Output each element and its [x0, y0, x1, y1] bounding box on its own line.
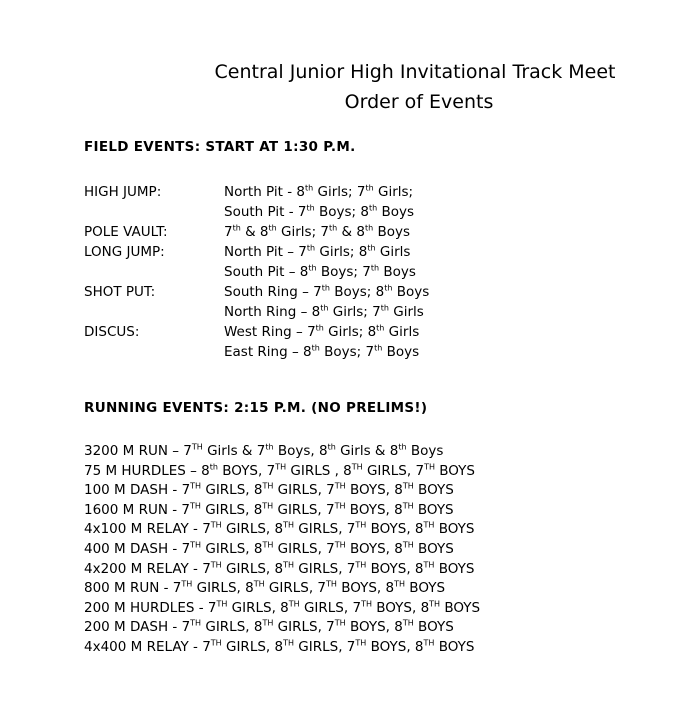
running-event-row: 800 M RUN - 7TH GIRLS, 8TH GIRLS, 7TH BOYS, 8TH BOYS	[84, 579, 446, 597]
running-events-list	[84, 442, 684, 658]
running-event-row: 100 M DASH - 7TH GIRLS, 8TH GIRLS, 7TH BOYS, 8TH BOYS	[84, 481, 454, 499]
running-event-row: 4x100 M RELAY - 7TH GIRLS, 8TH GIRLS, 7TH BOYS, 8TH BOYS	[84, 520, 475, 538]
running-event-row: 1600 M RUN - 7TH GIRLS, 8TH GIRLS, 7TH BOYS, 8TH BOYS	[84, 501, 454, 518]
field-event-location: 7th & 8th Girls; 7th & 8th Boys	[224, 223, 410, 240]
running-event-row: 4x400 M RELAY - 7TH GIRLS, 8TH GIRLS, 7TH BOYS, 8TH BOYS	[84, 638, 475, 655]
field-event-location: West Ring – 7th Girls; 8th Girls	[224, 323, 420, 340]
field-event-row	[84, 322, 644, 342]
document-title: Central Junior High Invitational Track Meet	[214, 61, 616, 83]
field-event-name: LONG JUMP:	[84, 244, 165, 260]
field-event-location: North Pit - 8th Girls; 7th Girls;	[224, 183, 414, 200]
field-event-row	[84, 202, 644, 222]
field-event-row	[84, 282, 644, 302]
running-event-row: 3200 M RUN – 7TH Girls & 7th Boys, 8th Girls & 8th Boys	[84, 442, 444, 459]
field-event-location: East Ring – 8th Boys; 7th Boys	[224, 343, 420, 360]
field-event-location: South Pit - 7th Boys; 8th Boys	[224, 203, 415, 220]
running-events-heading: RUNNING EVENTS: 2:15 P.M. (NO PRELIMS!)	[84, 400, 428, 416]
field-event-row	[84, 302, 644, 322]
field-event-row	[84, 342, 644, 362]
field-event-name: POLE VAULT:	[84, 224, 168, 240]
field-events-list	[84, 182, 644, 362]
document-subtitle: Order of Events	[344, 91, 494, 113]
field-events-heading: FIELD EVENTS: START AT 1:30 P.M.	[84, 139, 356, 155]
field-event-row	[84, 262, 644, 282]
field-event-location: North Pit – 7th Girls; 8th Girls	[224, 243, 411, 260]
running-event-row: 400 M DASH - 7TH GIRLS, 8TH GIRLS, 7TH BOYS, 8TH BOYS	[84, 540, 454, 557]
field-event-row	[84, 182, 644, 202]
field-event-location: North Ring – 8th Girls; 7th Girls	[224, 303, 424, 320]
running-event-row: 200 M DASH - 7TH GIRLS, 8TH GIRLS, 7TH BOYS, 8TH BOYS	[84, 618, 454, 636]
field-event-row	[84, 222, 644, 242]
field-event-name: DISCUS:	[84, 324, 140, 340]
running-event-row: 200 M HURDLES - 7TH GIRLS, 8TH GIRLS, 7TH BOYS, 8TH BOYS	[84, 599, 481, 616]
field-event-location: South Pit – 8th Boys; 7th Boys	[224, 263, 416, 280]
field-event-name: SHOT PUT:	[84, 284, 156, 300]
running-event-row: 4x200 M RELAY - 7TH GIRLS, 8TH GIRLS, 7TH BOYS, 8TH BOYS	[84, 560, 475, 577]
field-event-row	[84, 242, 644, 262]
field-event-name: HIGH JUMP:	[84, 184, 162, 200]
field-event-location: South Ring – 7th Boys; 8th Boys	[224, 283, 430, 300]
running-event-row: 75 M HURDLES – 8th BOYS, 7TH GIRLS , 8TH GIRLS, 7TH BOYS	[84, 462, 475, 479]
